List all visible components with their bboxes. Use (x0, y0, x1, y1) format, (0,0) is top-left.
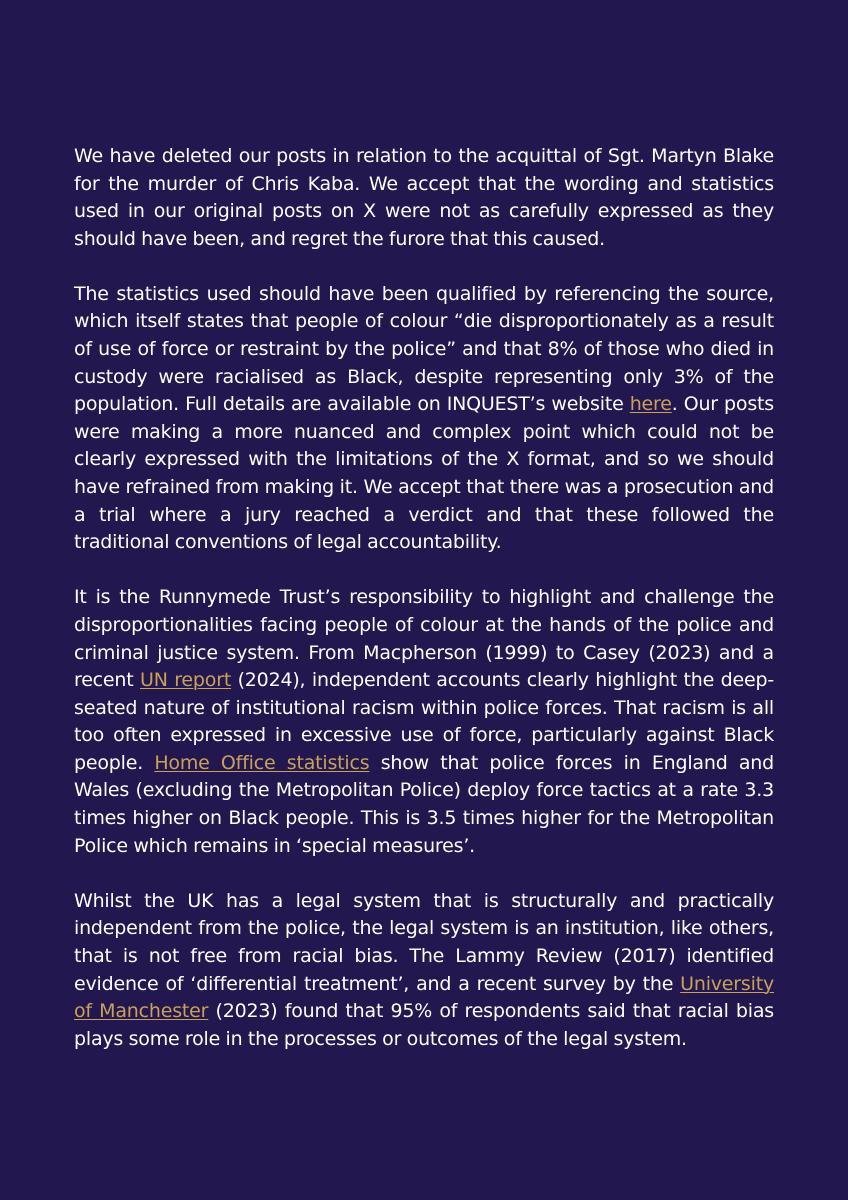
paragraph-text: (2023) found that 95% of respondents said that racial bias plays some role in the processes or outcomes of the legal system. (74, 1000, 774, 1050)
paragraph-text: Whilst the UK has a legal system that is structurally and practically independent from the police, the legal system is an institution, like others, that is not free from racial bias. The Lammy Review (2017) identified evidence of ‘differential treatment’, and a recent survey by the (74, 889, 774, 995)
inquest-website-link[interactable]: here (629, 393, 672, 416)
home-office-statistics-link[interactable]: Home Office statistics (154, 751, 370, 774)
university-of-manchester-link[interactable]: University of Manchester (74, 972, 774, 1023)
paragraph-text: show that police forces in England and Wales (excluding the Metropolitan Police) deploy force tactics at a rate 3.3 times higher on Black people. This is 3.5 times higher for the Metropolitan Police which remains in ‘special measures’. (74, 751, 774, 857)
paragraph-text: We have deleted our posts in relation to the acquittal of Sgt. Martyn Blake for the murder of Chris Kaba. We accept that the wording and statistics used in our original posts on X were not as carefully expressed as they should have been, and regret the furore that this caused. (74, 145, 774, 250)
paragraph-responsibility (74, 584, 774, 860)
paragraph-text: (2024), independent accounts clearly highlight the deep-seated nature of institutional racism within police forces. That racism is all too often expressed in excessive use of force, particularly against Black people. (74, 669, 774, 774)
paragraph-legal-system (74, 888, 774, 1054)
un-report-link[interactable]: UN report (140, 669, 232, 692)
paragraph-text: . Our posts were making a more nuanced and complex point which could not be clearly expressed with the limitations of the X format, and so we should have refrained from making it. We accept that there was a prosecution and a trial where a jury reached a verdict and that these followed the traditional conventions of legal accountability. (74, 393, 774, 554)
paragraph-statistics (74, 281, 774, 557)
paragraph-deleted-posts (74, 143, 774, 253)
paragraph-text: The statistics used should have been qualified by referencing the source, which itself states that people of colour “die disproportionately as a result of use of force or restraint by the police” and that 8% of those who died in custody were racialised as Black, despite representing only 3% of the population. Full details are available on INQUEST’s website (74, 282, 774, 416)
paragraph-text: It is the Runnymede Trust’s responsibility to highlight and challenge the disproportionalities facing people of colour at the hands of the police and criminal justice system. From Macpherson (1999) to Casey (2023) and a recent (74, 586, 774, 692)
